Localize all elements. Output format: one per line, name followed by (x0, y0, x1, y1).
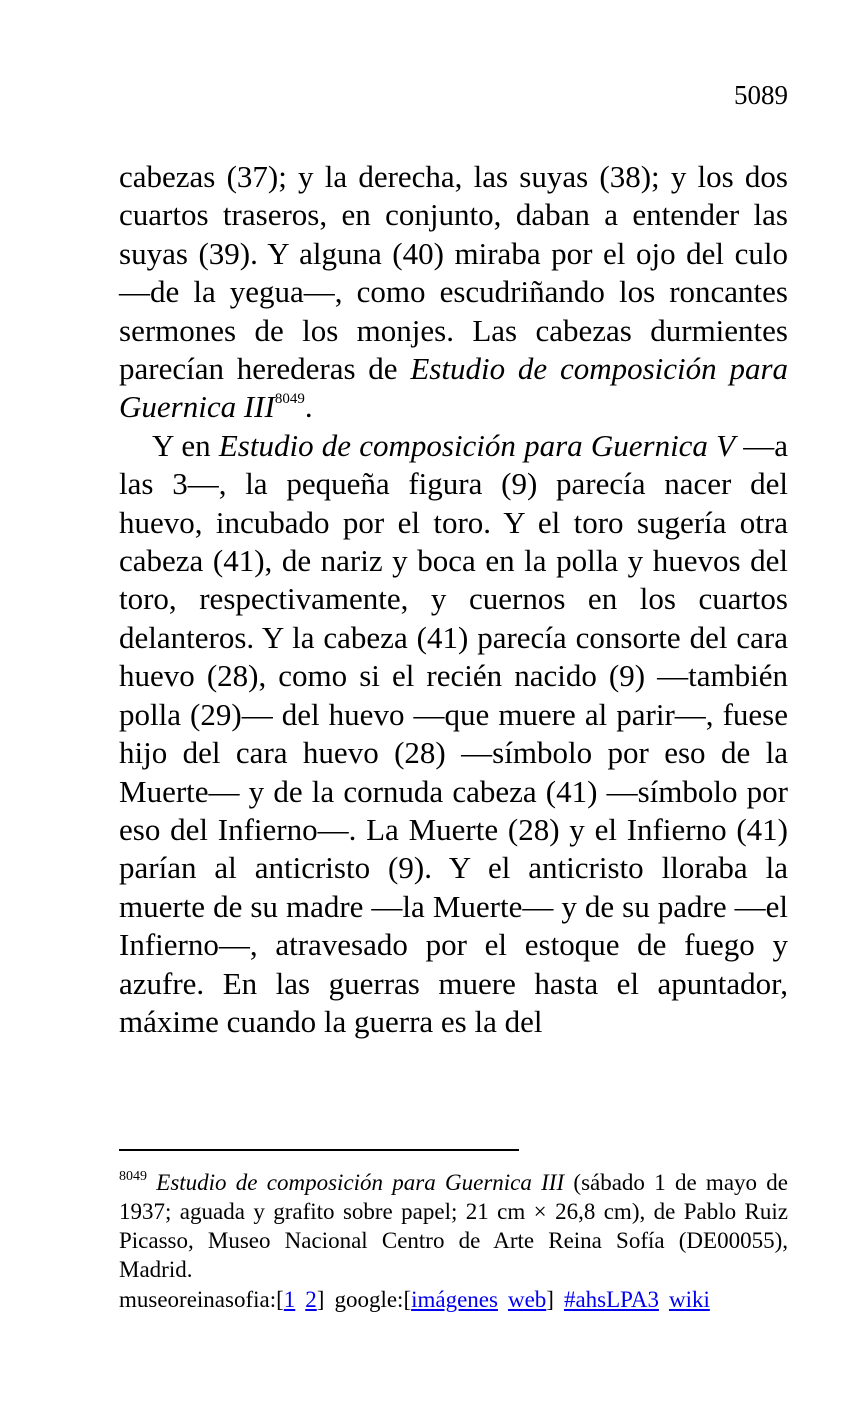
paragraph-1-end: . (304, 389, 313, 425)
google-web-link[interactable]: web (507, 1287, 547, 1312)
main-text (119, 158, 788, 1041)
museo-link-2[interactable]: 2 (305, 1287, 317, 1312)
paragraph-1-text: cabezas (37); y la derecha, las suyas (38); y los dos cuartos traseros, en conjunto, daban a entender las suyas (39). Y alguna (40) miraba por el ojo del culo —de la yegua—, como escudriñando los roncantes sermones de los monjes. Las cabezas durmientes parecían herederas de (119, 159, 788, 387)
museo-label: museoreinasofia:[ (119, 1287, 284, 1312)
footnote-divider (119, 1149, 519, 1151)
paragraph-2-text: —a las 3—, la pequeña figura (9) parecía nacer del huevo, incubado por el toro. Y el toro sugería otra cabeza (41), de nariz y boca en la polla y huevos del toro, respectivamente, y cuernos en los cuartos delanteros. Y la cabeza (41) parecía consorte del cara huevo (28), como si el recién nacido (9) —también polla (29)— del huevo —que muere al parir—, fuese hijo del cara huevo (28) —símbolo por eso de la Muerte— y de la cornuda cabeza (41) —símbolo por eso del Infierno—. La Muerte (28) y el Infierno (41) parían al anticristo (9). Y el anticristo lloraba la muerte de su madre —la Muerte— y de su padre —el Infierno—, atravesado por el estoque de fuego y azufre. En las guerras muere hasta el apuntador, máxime cuando la guerra es la del (119, 427, 789, 1039)
google-label: google:[ (334, 1287, 412, 1312)
museo-close: ] (316, 1287, 325, 1312)
google-close: ] (546, 1287, 554, 1312)
footnote-artwork-title: Estudio de composición para Guernica III (156, 1170, 565, 1195)
artwork-title: Estudio de composición para Guernica V (218, 427, 736, 463)
footnote-number: 8049 (119, 1169, 147, 1184)
footnote-reference[interactable]: 8049 (274, 391, 305, 408)
paragraph-2 (119, 427, 788, 1042)
museo-link-1[interactable]: 1 (283, 1287, 296, 1312)
footnote-text: (sábado 1 de mayo de 1937; aguada y grafito sobre papel; 21 cm × 26,8 cm), de Pablo Ruiz Picasso, Museo Nacional Centro de Arte Reina Sofía (DE00055), Madrid. (119, 1170, 789, 1282)
footnote (119, 1168, 788, 1284)
footnote-links (119, 1285, 710, 1314)
paragraph-2-start: Y en (152, 427, 219, 463)
artwork-title: Estudio de composición para Guernica III (119, 351, 789, 425)
google-images-link[interactable]: imágenes (411, 1287, 498, 1312)
paragraph-1 (119, 158, 788, 427)
wiki-link[interactable]: wiki (668, 1287, 710, 1312)
page-number: 5089 (734, 80, 788, 110)
hashtag-link[interactable]: #ahsLPA3 (563, 1287, 659, 1312)
